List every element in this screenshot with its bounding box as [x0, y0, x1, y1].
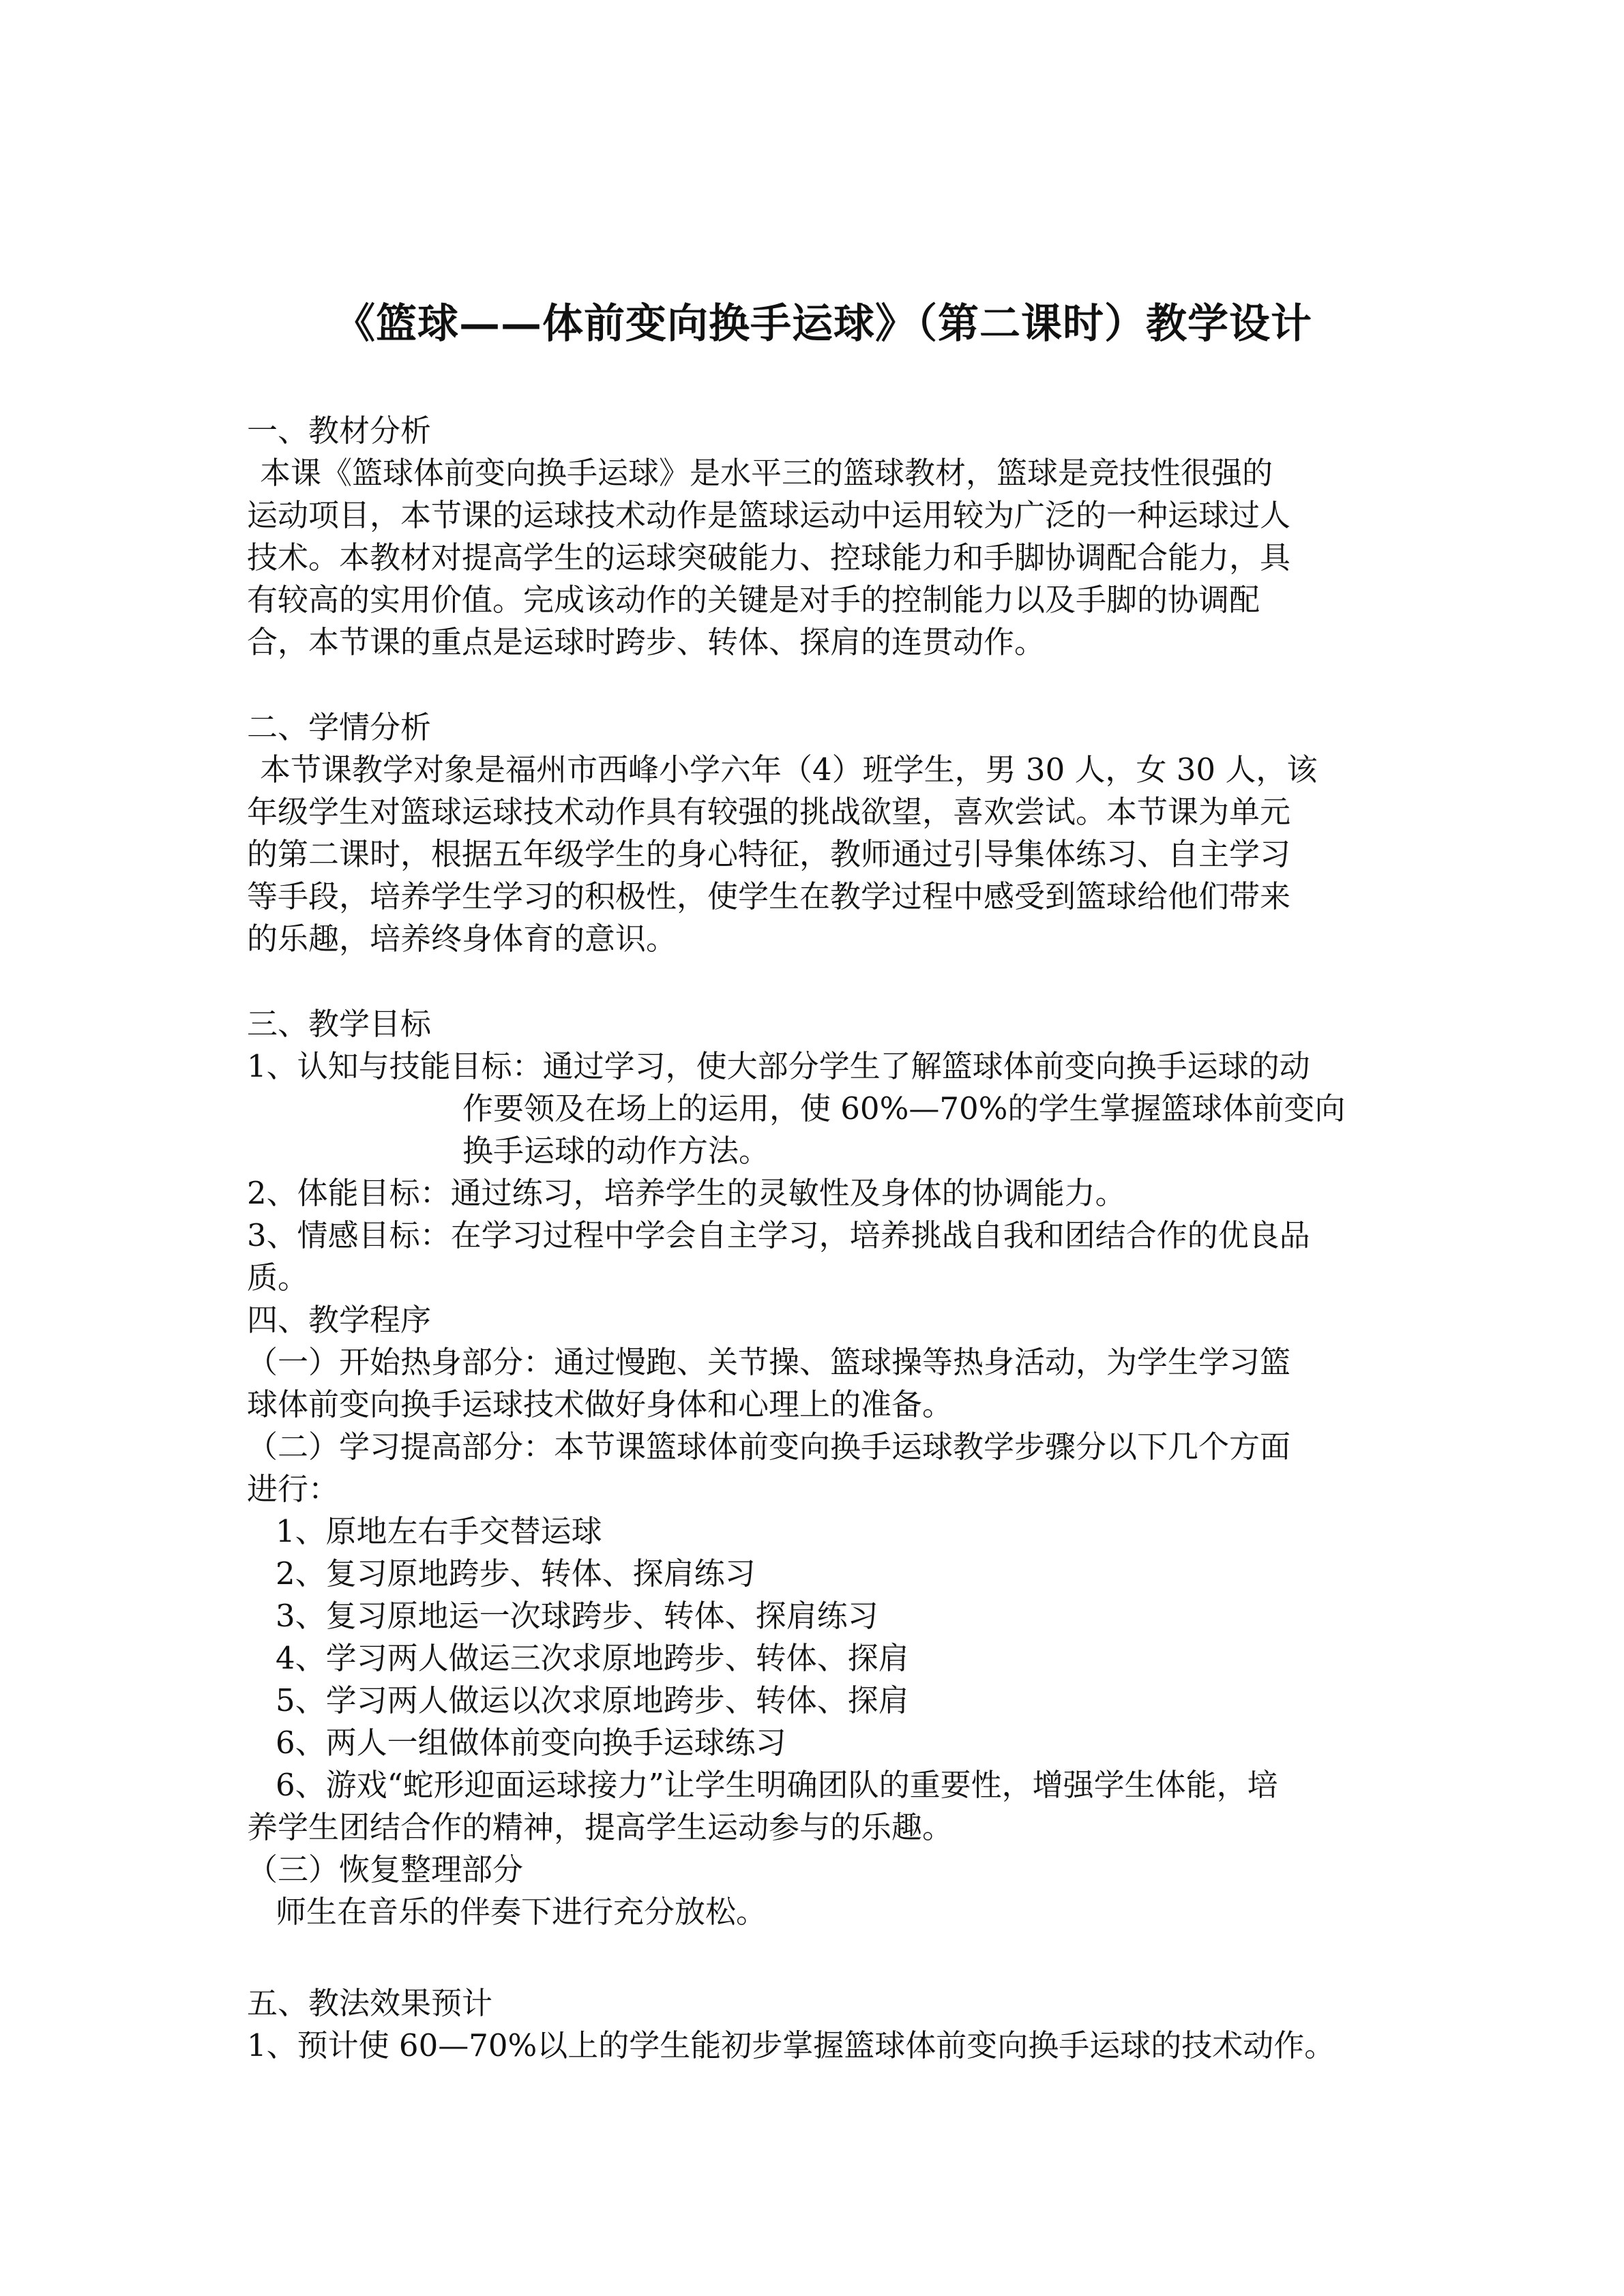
procedure-step: 4、学习两人做运三次求原地跨步、转体、探肩 [276, 1640, 909, 1676]
paragraph-line: 运动项目，本节课的运球技术动作是篮球运动中运用较为广泛的一种运球过人 [247, 497, 1291, 533]
procedure-line: （二）学习提高部分：本节课篮球体前变向换手运球教学步骤分以下几个方面 [247, 1429, 1291, 1465]
paragraph-line: 本节课教学对象是福州市西峰小学六年（4）班学生，男 30 人，女 30 人，该 [260, 751, 1318, 788]
procedure-line: （三）恢复整理部分 [247, 1851, 524, 1888]
section-heading-procedure: 四、教学程序 [247, 1302, 432, 1338]
effects-line: 1、预计使 60—70%以上的学生能初步掌握篮球体前变向换手运球的技术动作。 [247, 2027, 1335, 2063]
section-heading-effects: 五、教法效果预计 [247, 1985, 493, 2021]
section-heading-material: 一、教材分析 [247, 413, 432, 449]
procedure-line: 师生在音乐的伴奏下进行充分放松。 [276, 1894, 767, 1930]
goal-line: 3、情感目标：在学习过程中学会自主学习，培养挑战自我和团结合作的优良品 [247, 1217, 1310, 1253]
procedure-line: 进行： [247, 1471, 340, 1507]
paragraph-line: 有较高的实用价值。完成该动作的关键是对手的控制能力以及手脚的协调配 [247, 582, 1260, 618]
document-title: 《篮球——体前变向换手运球》（第二课时）教学设计 [334, 300, 1312, 348]
paragraph-line: 技术。本教材对提高学生的运球突破能力、控球能力和手脚协调配合能力，具 [247, 539, 1291, 576]
procedure-step: 6、两人一组做体前变向换手运球练习 [276, 1725, 786, 1761]
procedure-step: 3、复习原地运一次球跨步、转体、探肩练习 [276, 1598, 879, 1634]
paragraph-line: 的乐趣，培养终身体育的意识。 [247, 921, 677, 957]
goal-line: 1、认知与技能目标：通过学习，使大部分学生了解篮球体前变向换手运球的动 [247, 1048, 1310, 1084]
paragraph-line: 等手段，培养学生学习的积极性，使学生在教学过程中感受到篮球给他们带来 [247, 878, 1291, 914]
paragraph-line: 本课《篮球体前变向换手运球》是水平三的篮球教材，篮球是竞技性很强的 [260, 455, 1273, 491]
procedure-step: 2、复习原地跨步、转体、探肩练习 [276, 1555, 756, 1592]
procedure-line: 养学生团结合作的精神，提高学生运动参与的乐趣。 [247, 1809, 954, 1845]
paragraph-line: 合，本节课的重点是运球时跨步、转体、探肩的连贯动作。 [247, 624, 1046, 660]
section-heading-goals: 三、教学目标 [247, 1006, 432, 1042]
procedure-line: 球体前变向换手运球技术做好身体和心理上的准备。 [247, 1386, 954, 1422]
goal-line: 质。 [247, 1259, 309, 1296]
procedure-step: 1、原地左右手交替运球 [276, 1513, 602, 1549]
procedure-step: 5、学习两人做运以次求原地跨步、转体、探肩 [276, 1682, 909, 1718]
procedure-step: 6、游戏“蛇形迎面运球接力”让学生明确团队的重要性，增强学生体能，培 [276, 1767, 1278, 1803]
procedure-line: （一）开始热身部分：通过慢跑、关节操、篮球操等热身活动，为学生学习篮 [247, 1344, 1291, 1380]
goal-line: 换手运球的动作方法。 [462, 1133, 770, 1169]
paragraph-line: 的第二课时，根据五年级学生的身心特征，教师通过引导集体练习、自主学习 [247, 836, 1291, 872]
paragraph-line: 年级学生对篮球运球技术动作具有较强的挑战欲望，喜欢尝试。本节课为单元 [247, 794, 1291, 830]
section-heading-students: 二、学情分析 [247, 709, 432, 745]
goal-line: 作要领及在场上的运用，使 60%—70%的学生掌握篮球体前变向 [462, 1090, 1346, 1127]
goal-line: 2、体能目标：通过练习，培养学生的灵敏性及身体的协调能力。 [247, 1175, 1126, 1211]
